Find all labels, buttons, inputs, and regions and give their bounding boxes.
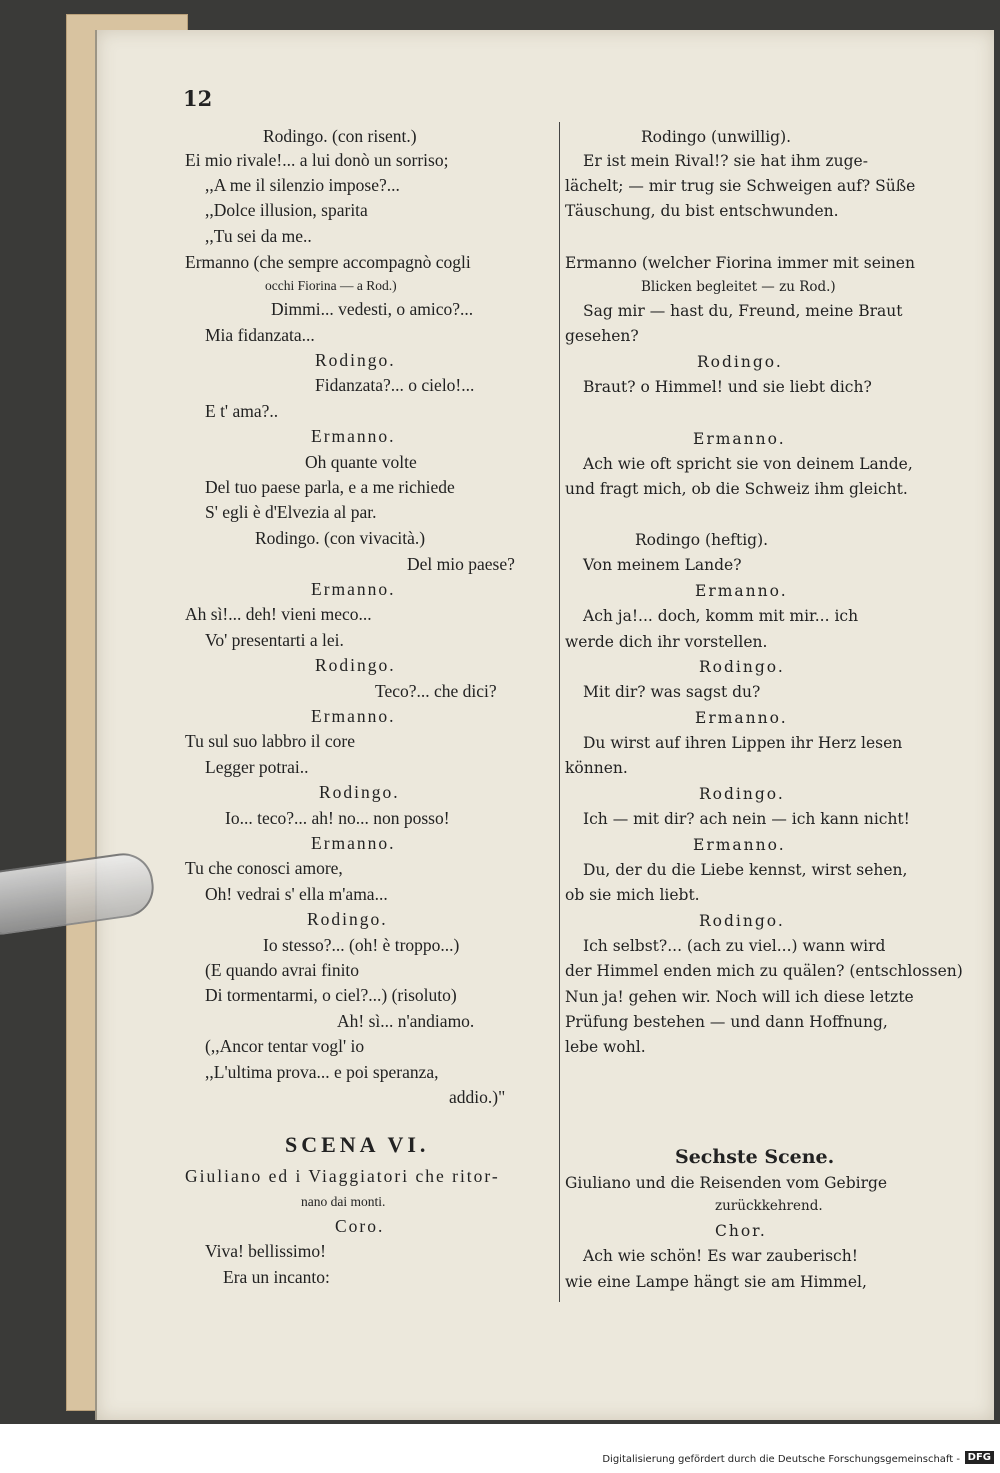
text-line: S' egli è d'Elvezia al par.: [205, 502, 377, 522]
stage-direction: zurückkehrend.: [715, 1198, 823, 1214]
text-line: addio.)": [449, 1087, 506, 1107]
text-line: Di tormentarmi, o ciel?...) (risoluto): [205, 985, 457, 1005]
stage-direction: Blicken begleitet — zu Rod.): [641, 279, 836, 295]
text-line: Von meinem Lande?: [583, 556, 742, 574]
speaker-line: Rodingo (unwillig).: [641, 128, 792, 146]
text-line: Legger potrai..: [205, 757, 309, 777]
text-line: Ah! sì... n'andiamo.: [337, 1011, 475, 1031]
text-line: ob sie mich liebt.: [565, 886, 700, 904]
speaker-line: Ermanno.: [311, 706, 396, 726]
text-line: Er ist mein Rival!? sie hat ihm zuge-: [583, 152, 868, 170]
text-line: Teco?... che dici?: [375, 681, 497, 701]
speaker-line: Ermanno.: [311, 426, 396, 446]
text-line: (E quando avrai finito: [205, 960, 360, 980]
text-line: Io... teco?... ah! no... non posso!: [225, 808, 450, 828]
text-line: Du wirst auf ihren Lippen ihr Herz lesen: [583, 734, 903, 752]
speaker-line: Ermanno.: [311, 579, 396, 599]
text-line: ,,A me il silenzio impose?...: [205, 175, 400, 195]
text-line: Fidanzata?... o cielo!...: [315, 375, 475, 395]
text-line: Vo' presentarti a lei.: [205, 630, 344, 650]
speaker-line: Rodingo.: [699, 785, 785, 803]
text-line: Nun ja! gehen wir. Noch will ich diese letzte: [565, 988, 914, 1006]
digitization-footer: [0, 1424, 1000, 1473]
text-line: können.: [565, 759, 628, 777]
speaker-line: Rodingo.: [697, 353, 783, 371]
speaker-line: Rodingo (heftig).: [635, 531, 769, 549]
text-line: Prüfung bestehen — und dann Hoffnung,: [565, 1013, 888, 1031]
text-line: Era un incanto:: [223, 1267, 330, 1287]
speaker-line: Rodingo. (con vivacità.): [255, 528, 426, 548]
stage-direction: nano dai monti.: [301, 1194, 386, 1209]
text-line: lächelt; — mir trug sie Schweigen auf? Süße: [565, 177, 916, 195]
speaker-line: Chor.: [715, 1222, 767, 1240]
text-line: Ach wie schön! Es war zauberisch!: [583, 1247, 858, 1265]
column-divider: [559, 122, 560, 1302]
speaker-line: Rodingo.: [319, 782, 400, 802]
text-line: Tu sul suo labbro il core: [185, 731, 355, 751]
text-line: lebe wohl.: [565, 1038, 646, 1056]
scene-heading: SCENA VI.: [285, 1132, 430, 1157]
text-line: Braut? o Himmel! und sie liebt dich?: [583, 378, 872, 396]
speaker-line: Coro.: [335, 1216, 385, 1236]
speaker-line: Rodingo.: [699, 912, 785, 930]
text-line: Du, der du die Liebe kennst, wirst sehen,: [583, 861, 908, 879]
text-line: Ach ja!... doch, komm mit mir... ich: [583, 607, 859, 625]
text-line: Täuschung, du bist entschwunden.: [565, 202, 839, 220]
text-line: Giuliano und die Reisenden vom Gebirge: [565, 1174, 888, 1192]
text-line: ,,Tu sei da me..: [205, 226, 312, 246]
text-line: und fragt mich, ob die Schweiz ihm gleicht.: [565, 480, 908, 498]
text-line: gesehen?: [565, 327, 639, 345]
text-line: Ermanno (welcher Fiorina immer mit seinen: [565, 254, 915, 272]
text-line: Del tuo paese parla, e a me richiede: [205, 477, 455, 497]
text-line: Ermanno (che sempre accompagnò cogli: [185, 252, 471, 272]
text-line: Ich — mit dir? ach nein — ich kann nicht!: [583, 810, 910, 828]
speaker-line: Ermanno.: [695, 582, 788, 600]
text-line: Ah sì!... deh! vieni meco...: [185, 604, 372, 624]
speaker-line: Rodingo.: [699, 658, 785, 676]
text-line: ,,L'ultima prova... e poi speranza,: [205, 1062, 439, 1082]
speaker-line: Ermanno.: [693, 430, 786, 448]
speaker-line: Rodingo.: [315, 350, 396, 370]
speaker-line: Rodingo. (con risent.): [263, 126, 417, 146]
dfg-logo-icon: DFG: [965, 1451, 994, 1464]
text-line: der Himmel enden mich zu quälen? (entschlossen): [565, 962, 963, 980]
text-line: Tu che conosci amore,: [185, 858, 343, 878]
speaker-line: Ermanno.: [695, 709, 788, 727]
speaker-line: Rodingo.: [315, 655, 396, 675]
text-line: Io stesso?... (oh! è troppo...): [263, 935, 460, 955]
text-line: Ach wie oft spricht sie von deinem Lande,: [583, 455, 913, 473]
scene-heading: Sechste Scene.: [675, 1146, 835, 1168]
text-line: Oh! vedrai s' ella m'ama...: [205, 884, 388, 904]
text-line: Sag mir — hast du, Freund, meine Braut: [583, 302, 903, 320]
text-line: werde dich ihr vorstellen.: [565, 633, 768, 651]
text-line: Del mio paese?: [407, 554, 515, 574]
text-line: Dimmi... vedesti, o amico?...: [271, 299, 474, 319]
text-line: Mia fidanzata...: [205, 325, 315, 345]
footer-credit: Digitalisierung gefördert durch die Deutsche Forschungsgemeinschaft -: [602, 1454, 960, 1465]
text-line: wie eine Lampe hängt sie am Himmel,: [565, 1273, 867, 1291]
text-line: (,,Ancor tentar vogl' io: [205, 1036, 365, 1056]
text-line: Ich selbst?... (ach zu viel...) wann wird: [583, 937, 886, 955]
text-line: Giuliano ed i Viaggiatori che ritor-: [185, 1166, 500, 1186]
speaker-line: Ermanno.: [311, 833, 396, 853]
stage-direction: occhi Fiorina — a Rod.): [265, 278, 397, 293]
book-page: [95, 30, 994, 1420]
text-line: ,,Dolce illusion, sparita: [205, 200, 368, 220]
text-line: Mit dir? was sagst du?: [583, 683, 761, 701]
speaker-line: Rodingo.: [307, 909, 388, 929]
text-line: Ei mio rivale!... a lui donò un sorriso;: [185, 150, 449, 170]
page-number: 12: [183, 86, 213, 111]
text-line: E t' ama?..: [205, 401, 279, 421]
speaker-line: Ermanno.: [693, 836, 786, 854]
text-line: Viva! bellissimo!: [205, 1241, 326, 1261]
text-line: Oh quante volte: [305, 452, 417, 472]
